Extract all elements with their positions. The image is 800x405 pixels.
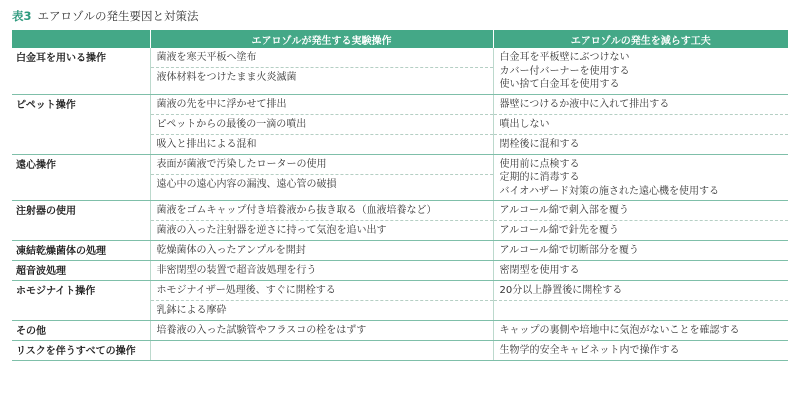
table-row xyxy=(12,281,788,321)
row-operations xyxy=(150,341,493,361)
measure-item: バイオハザード対策の施された遠心機を使用する xyxy=(499,185,719,197)
row-category: その他 xyxy=(12,321,150,341)
operation-item: 菌液を寒天平板へ塗布 xyxy=(156,52,257,63)
operation-item: ホモジナイザー処理後、すぐに開栓する xyxy=(156,285,336,296)
aerosol-table xyxy=(12,30,788,361)
row-measures xyxy=(493,241,788,261)
operation-item: 表面が菌液で汚染したローターの使用 xyxy=(156,158,327,170)
operation-item: 乳鉢による摩砕 xyxy=(151,300,493,320)
measure-item: 閉栓後に混和する xyxy=(494,134,789,154)
row-category: 白金耳を用いる操作 xyxy=(12,48,150,94)
measure-item xyxy=(494,300,789,320)
table-body xyxy=(12,48,788,361)
row-category: 注射器の使用 xyxy=(12,201,150,241)
measure-item: 器壁につけるか液中に入れて排出する xyxy=(499,98,670,110)
measure-item: アルコール綿で針先を覆う xyxy=(494,220,789,240)
operation-item: 菌液をゴムキャップ付き培養液から抜き取る（血液培養など） xyxy=(156,205,437,216)
row-measures xyxy=(493,281,788,321)
table-row xyxy=(12,341,788,361)
row-category: 遠心操作 xyxy=(12,154,150,201)
operation-item: ピペットからの最後の一滴の噴出 xyxy=(151,114,493,134)
operation-item: 遠心中の遠心内容の漏洩、遠心管の破損 xyxy=(151,174,493,194)
row-category: 超音波処理 xyxy=(12,261,150,281)
operation-item: 液体材料をつけたまま火炎滅菌 xyxy=(151,67,493,87)
row-measures xyxy=(493,48,788,94)
header-operations: エアロゾルが発生する実験操作 xyxy=(150,30,493,48)
row-measures xyxy=(493,154,788,201)
row-operations xyxy=(150,281,493,321)
operation-item xyxy=(151,341,493,360)
table-row xyxy=(12,201,788,241)
row-measures xyxy=(493,94,788,154)
operation-item: 培養液の入った試験管やフラスコの栓をはずす xyxy=(156,325,367,336)
table-row xyxy=(12,94,788,154)
row-operations xyxy=(150,261,493,281)
row-category: ホモジナイト操作 xyxy=(12,281,150,321)
measure-item: 生物学的安全キャビネット内で操作する xyxy=(499,345,680,356)
table-row xyxy=(12,241,788,261)
measure-item: 定期的に消毒する xyxy=(499,172,580,183)
header-measures: エアロゾルの発生を減らす工夫 xyxy=(493,30,788,48)
table-row xyxy=(12,261,788,281)
row-operations xyxy=(150,241,493,261)
row-measures xyxy=(493,261,788,281)
row-measures xyxy=(493,321,788,341)
measure-item: 噴出しない xyxy=(494,114,789,134)
table-caption xyxy=(12,8,199,24)
table-number: 表3 xyxy=(12,9,32,23)
header-category xyxy=(12,30,150,48)
row-measures xyxy=(493,201,788,241)
measure-item: 密閉型を使用する xyxy=(499,265,580,276)
measure-item: 使い捨て白金耳を使用する xyxy=(499,79,620,90)
table-title: エアロゾルの発生要因と対策法 xyxy=(37,9,199,23)
measure-item: アルコール綿で切断部分を覆う xyxy=(499,245,639,256)
table-row xyxy=(12,321,788,341)
operation-item: 乾燥菌体の入ったアンプルを開封 xyxy=(156,245,306,256)
operation-item: 菌液の先を中に浮かせて排出 xyxy=(156,98,287,110)
operation-item: 菌液の入った注射器を逆さに持って気泡を追い出す xyxy=(151,220,493,240)
row-operations xyxy=(150,48,493,94)
operation-item: 吸入と排出による混和 xyxy=(151,134,493,154)
measure-item: キャップの裏側や培地中に気泡がないことを確認する xyxy=(499,325,740,336)
table-row xyxy=(12,154,788,201)
row-category: ピペット操作 xyxy=(12,94,150,154)
row-operations xyxy=(150,321,493,341)
measure-item: アルコール綿で刺入部を覆う xyxy=(499,205,629,216)
measure-item: 使用前に点検する xyxy=(499,158,580,170)
row-category: リスクを伴うすべての操作 xyxy=(12,341,150,361)
measure-item: 20分以上静置後に開栓する xyxy=(499,285,623,296)
measure-item: カバー付バーナーを使用する xyxy=(499,65,630,77)
operation-item: 非密閉型の装置で超音波処理を行う xyxy=(156,265,317,276)
measure-item: 白金耳を平板壁にぶつけない xyxy=(499,52,630,63)
row-category: 凍結乾燥菌体の処理 xyxy=(12,241,150,261)
row-operations xyxy=(150,94,493,154)
row-measures xyxy=(493,341,788,361)
row-operations xyxy=(150,201,493,241)
header-row xyxy=(12,30,788,48)
table-row xyxy=(12,48,788,94)
row-operations xyxy=(150,154,493,201)
